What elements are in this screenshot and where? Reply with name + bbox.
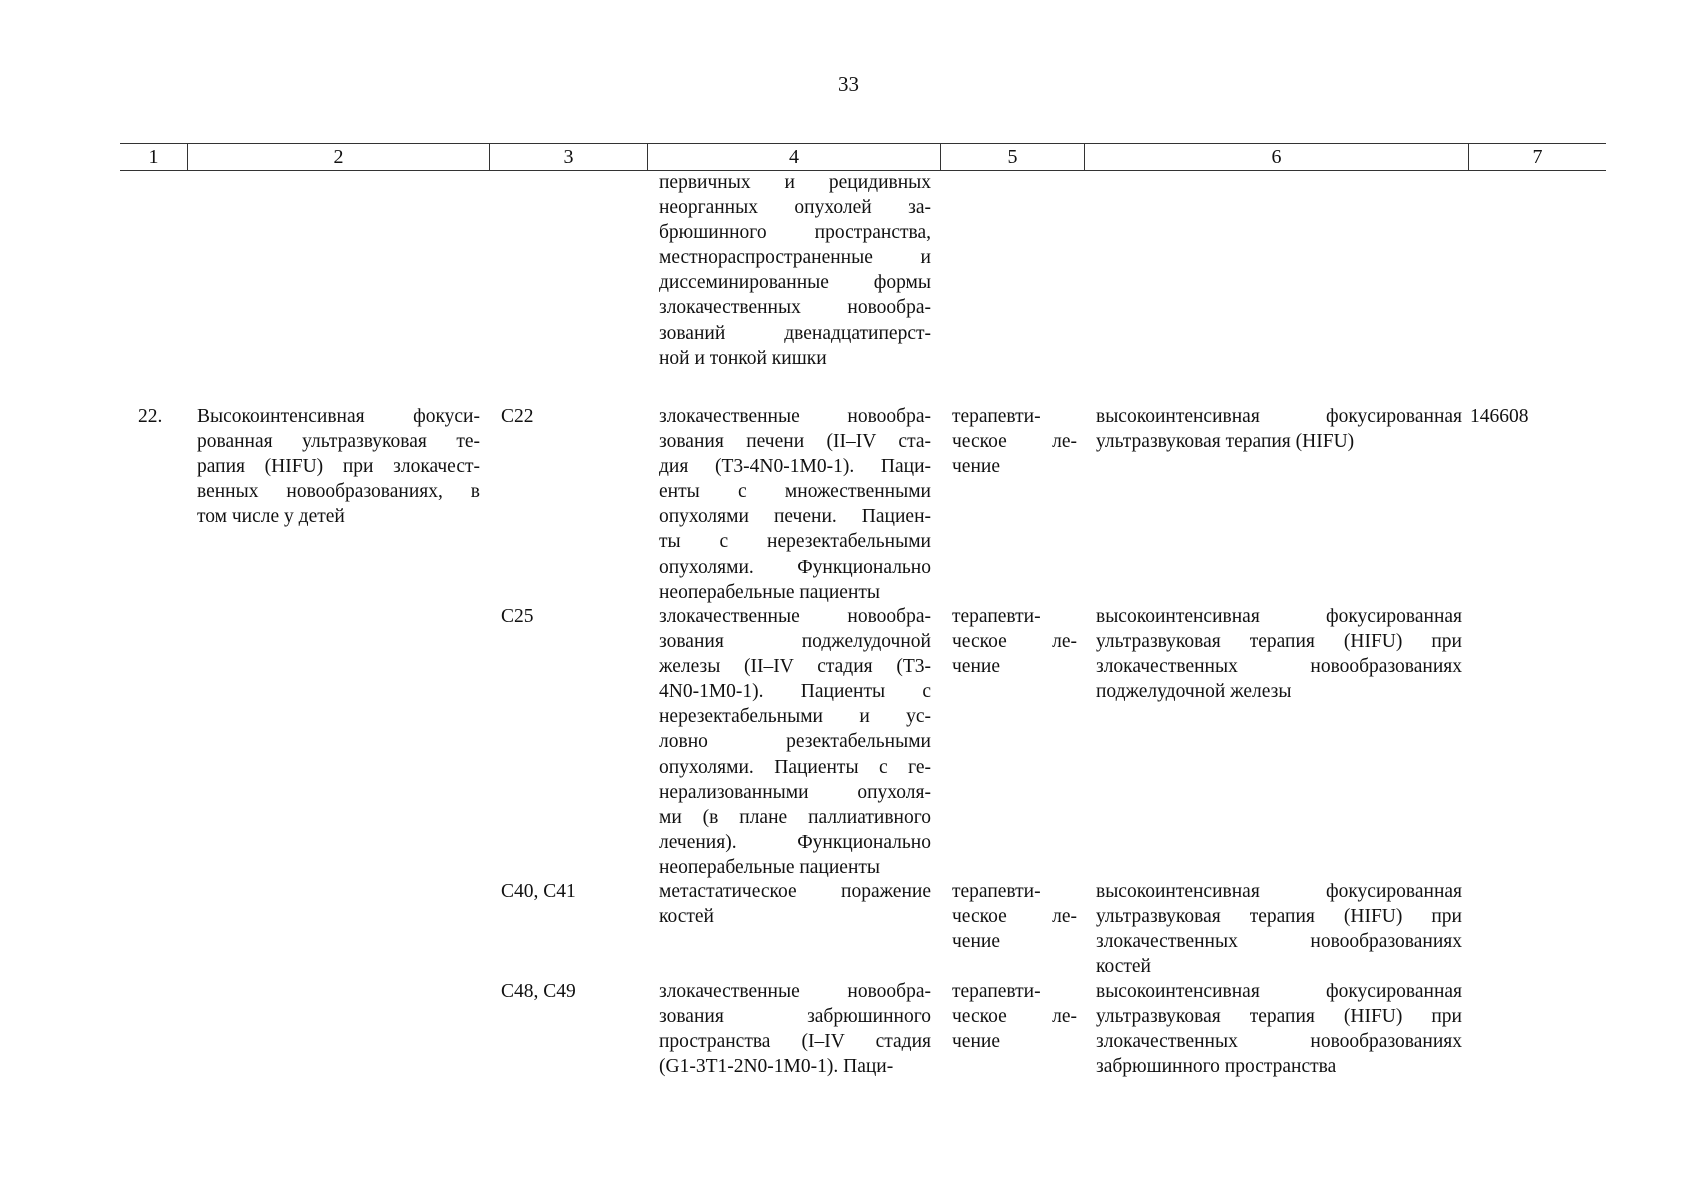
model-c48-c49 <box>659 979 931 1079</box>
text-line: зования поджелудочной <box>659 631 931 653</box>
text-line: терапевти- <box>952 981 1041 1002</box>
treatment-c40-c41 <box>952 879 1077 954</box>
text-line: первичных и рецидивных <box>659 172 931 193</box>
text-line: венных новообразованиях, в <box>197 481 480 503</box>
text-line: 4N0-1M0-1). Пациенты с <box>659 681 931 703</box>
method-c48-c49 <box>1096 979 1462 1079</box>
text-line: высокоинтенсивная фокусированная <box>1096 881 1462 902</box>
text-line: Высокоинтенсивная фокуси- <box>197 406 480 427</box>
text-line: чение <box>952 456 1000 478</box>
text-line: опухолями. Пациенты с ге- <box>659 756 931 778</box>
treatment-c25 <box>952 604 1077 679</box>
text-line: железы (II–IV стадия (T3- <box>659 656 931 678</box>
row-name <box>197 404 480 529</box>
method-c25 <box>1096 604 1462 704</box>
text-line: костей <box>659 906 714 928</box>
text-line: злокачественных новообра- <box>659 297 931 319</box>
text-line: ультразвуковая терапия (HIFU) <box>1096 431 1355 453</box>
text-line: чение <box>952 656 1000 678</box>
text-line: терапевти- <box>952 606 1041 627</box>
text-line: неоперабельные пациенты <box>659 581 881 603</box>
column-header-6: 6 <box>1084 144 1468 170</box>
column-header-7: 7 <box>1468 144 1606 170</box>
text-line: рапия (HIFU) при злокачест- <box>197 456 480 478</box>
model-c25 <box>659 604 931 880</box>
text-line: енты с множественными <box>659 481 931 503</box>
text-line: лечения). Функционально <box>659 831 931 853</box>
text-line: высокоинтенсивная фокусированная <box>1096 606 1462 627</box>
column-header-5: 5 <box>940 144 1084 170</box>
text-line: чение <box>952 1031 1000 1053</box>
text-line: терапевти- <box>952 406 1041 427</box>
text-line: (G1-3T1-2N0-1M0-1). Паци- <box>659 1056 894 1078</box>
text-line: нерализованными опухоля- <box>659 781 931 803</box>
text-line: чение <box>952 931 1000 953</box>
text-line: ной и тонкой кишки <box>659 347 827 369</box>
continuation-text <box>659 170 931 371</box>
code-c22: C22 <box>501 406 534 427</box>
text-line: метастатическое поражение <box>659 881 931 902</box>
text-line: зования печени (II–IV ста- <box>659 431 931 453</box>
column-header-3: 3 <box>489 144 647 170</box>
text-line: ческое ле- <box>952 431 1077 453</box>
text-line: злокачественных новообразованиях <box>1096 931 1462 953</box>
text-line: злокачественные новообра- <box>659 406 931 427</box>
column-header-1: 1 <box>148 146 159 168</box>
page-number: 33 <box>838 72 859 96</box>
text-line: ловно резектабельными <box>659 731 931 753</box>
text-line: ты с нерезектабельными <box>659 531 931 553</box>
text-line: нерезектабельными и ус- <box>659 706 931 728</box>
text-line: опухолями. Функционально <box>659 556 931 578</box>
code-c25: C25 <box>501 606 534 627</box>
text-line: ми (в плане паллиативного <box>659 806 931 828</box>
text-line: ческое ле- <box>952 1006 1077 1028</box>
text-line: рованная ультразвуковая те- <box>197 431 480 453</box>
text-line: злокачественные новообра- <box>659 981 931 1002</box>
text-line: дия (T3-4N0-1M0-1). Паци- <box>659 456 931 478</box>
text-line: забрюшинного пространства <box>1096 1056 1337 1078</box>
column-header-4: 4 <box>647 144 940 170</box>
text-line: неоперабельные пациенты <box>659 856 881 878</box>
text-line: пространства (I–IV стадия <box>659 1031 931 1053</box>
column-header-2: 2 <box>187 144 489 170</box>
text-line: высокоинтенсивная фокусированная <box>1096 406 1462 427</box>
treatment-c48-c49 <box>952 979 1077 1054</box>
text-line: ультразвуковая терапия (HIFU) при <box>1096 906 1462 928</box>
text-line: опухолями печени. Пациен- <box>659 506 931 528</box>
model-c22 <box>659 404 931 605</box>
method-c22 <box>1096 404 1462 454</box>
row-cost: 146608 <box>1470 406 1529 427</box>
method-c40-c41 <box>1096 879 1462 979</box>
text-line: высокоинтенсивная фокусированная <box>1096 981 1462 1002</box>
treatment-c22 <box>952 404 1077 479</box>
text-line: терапевти- <box>952 881 1041 902</box>
text-line: злокачественных новообразованиях <box>1096 1031 1462 1053</box>
text-line: местнораспространенные и <box>659 247 931 269</box>
code-c40-c41: C40, C41 <box>501 881 576 902</box>
text-line: ультразвуковая терапия (HIFU) при <box>1096 631 1462 653</box>
text-line: костей <box>1096 956 1151 978</box>
text-line: диссеминированные формы <box>659 272 931 294</box>
table-header-row <box>120 143 1606 171</box>
code-c48-c49: C48, C49 <box>501 981 576 1002</box>
text-line: том числе у детей <box>197 506 345 528</box>
text-line: зования забрюшинного <box>659 1006 931 1028</box>
text-line: ультразвуковая терапия (HIFU) при <box>1096 1006 1462 1028</box>
row-number: 22. <box>138 406 163 427</box>
text-line: злокачественные новообра- <box>659 606 931 627</box>
text-line: ческое ле- <box>952 631 1077 653</box>
text-line: зований двенадцатиперст- <box>659 322 931 344</box>
text-line: ческое ле- <box>952 906 1077 928</box>
text-line: неорганных опухолей за- <box>659 197 931 219</box>
text-line: злокачественных новообразованиях <box>1096 656 1462 678</box>
text-line: поджелудочной железы <box>1096 681 1292 703</box>
model-c40-c41 <box>659 879 931 929</box>
text-line: брюшинного пространства, <box>659 222 931 244</box>
